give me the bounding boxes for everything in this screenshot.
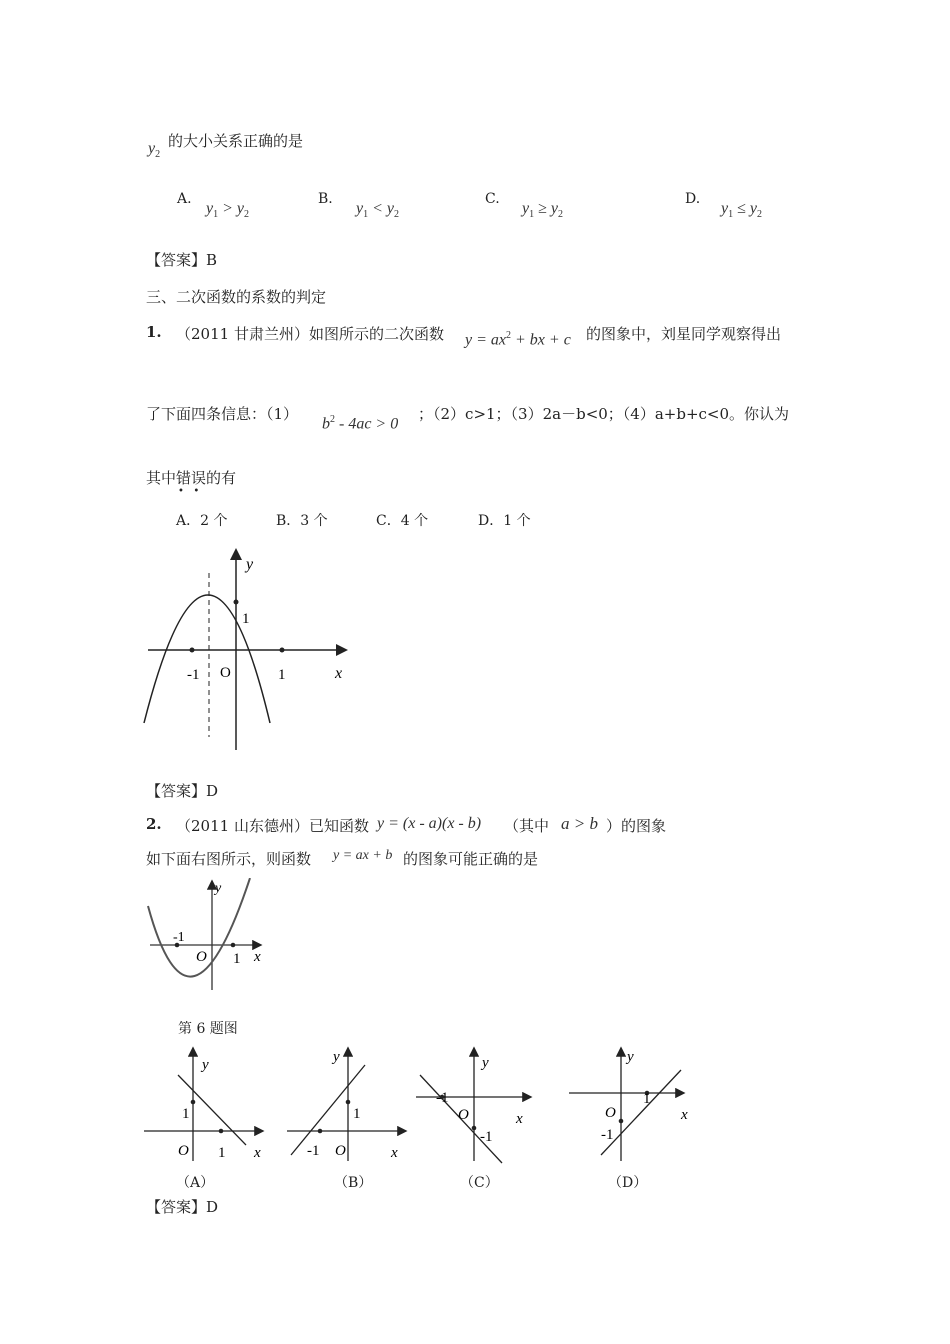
y-label: y <box>482 1055 489 1071</box>
q2-cond-expr: a > b <box>561 814 598 833</box>
q1-option-b: B．3 个 <box>276 513 328 529</box>
neg-one-x-label: -1 <box>436 1090 449 1106</box>
q1-option-d: D．1 个 <box>478 513 531 529</box>
choice-d-graph <box>565 1045 700 1165</box>
q-prev-option-d-label: D. <box>685 191 701 207</box>
q1-stem-c: ；（2）c>1；（3）2a－b<0；（4）a+b+c<0。你认为 <box>418 405 790 423</box>
q2-parabola-graph <box>140 878 270 993</box>
choice-c-label: （C） <box>460 1175 499 1191</box>
origin-label: O <box>605 1105 616 1121</box>
q-prev-option-c-expr: $y_1 \ge y_2$ <box>522 200 563 221</box>
point-neg-one <box>318 1129 323 1134</box>
q2-stem-a: ）的图象 <box>606 817 667 835</box>
x-label: x <box>516 1111 523 1127</box>
origin-label: O <box>196 949 207 965</box>
point-one-y <box>191 1100 196 1105</box>
neg-one-label: -1 <box>307 1143 320 1159</box>
point-y-intercept <box>234 600 239 605</box>
point-neg-one-y <box>472 1126 477 1131</box>
origin-label: O <box>458 1107 469 1123</box>
q2-answer: 【答案】D <box>146 1198 219 1216</box>
q2-number: 2. <box>146 815 162 833</box>
q2-linear-func: y = ax + b <box>333 848 393 863</box>
q2-stem-c: 的图象可能正确的是 <box>403 850 539 868</box>
q1-number: 1. <box>146 323 162 341</box>
x-label: x <box>391 1145 398 1161</box>
q1-function: $y = ax^2$ + bx + c <box>465 330 571 349</box>
q1-stem-a: 的图象中，刘星同学观察得出 <box>586 325 782 343</box>
one-label: 1 <box>233 951 241 967</box>
x-label: x <box>681 1107 688 1123</box>
y2-symbol: $y_2$ <box>148 140 161 161</box>
point-one-x <box>219 1129 224 1134</box>
emphasis-dots: • • <box>178 486 200 497</box>
point-one-y <box>346 1100 351 1105</box>
one-y-label: 1 <box>242 611 250 627</box>
q1-source: （2011 甘肃兰州）如图所示的二次函数 <box>176 325 444 343</box>
q-prev-option-b-label: B. <box>318 191 333 207</box>
q1-option-c: C．4 个 <box>376 513 429 529</box>
x-label: x <box>254 1145 261 1161</box>
origin-label: O <box>335 1143 346 1159</box>
q-prev-option-d-expr: $y_1 \le y_2$ <box>721 200 762 221</box>
q-prev-answer: 【答案】B <box>146 251 218 269</box>
neg-one-y-label: -1 <box>601 1127 614 1143</box>
origin-label: O <box>178 1143 189 1159</box>
parabola-curve <box>144 595 270 723</box>
q1-answer: 【答案】D <box>146 782 219 800</box>
q-prev-option-c-label: C. <box>485 191 500 207</box>
section-title: 三、二次函数的系数的判定 <box>146 288 327 306</box>
q2-cond: （其中 <box>504 817 550 835</box>
q-prev-option-a-label: A. <box>177 191 192 207</box>
y-label: y <box>215 881 222 896</box>
choice-a-graph <box>140 1045 275 1165</box>
q-prev-option-a-expr: $y_1 > y_2$ <box>206 200 250 221</box>
q2-function: y = (x - a)(x - b) <box>377 815 482 832</box>
q-prev-option-b-expr: $y_1 < y_2$ <box>356 200 400 221</box>
neg-one-label: -1 <box>173 930 185 945</box>
q1-option-a: A．2 个 <box>176 513 228 529</box>
one-x-label: 1 <box>218 1145 226 1161</box>
choice-b-label: （B） <box>334 1175 373 1191</box>
q1-stem-d: 其中错误的有 <box>146 469 237 487</box>
x-label: x <box>335 665 343 682</box>
y-label: y <box>246 556 254 573</box>
q2-stem-b: 如下面右图所示，则函数 <box>146 850 312 868</box>
one-y-label: 1 <box>182 1106 190 1122</box>
choice-d-label: （D） <box>608 1175 648 1191</box>
choice-a-label: （A） <box>176 1175 215 1191</box>
neg-one-y-label: -1 <box>480 1129 493 1145</box>
choice-c-graph <box>412 1045 547 1165</box>
q-prev-stem-tail: 的大小关系正确的是 <box>168 132 304 150</box>
y-label: y <box>627 1049 634 1065</box>
y-label: y <box>333 1049 340 1065</box>
one-x-label: 1 <box>643 1091 651 1107</box>
q1-stem-b: 了下面四条信息：（1） <box>146 405 299 423</box>
one-x-label: 1 <box>278 667 286 683</box>
q1-discriminant: $b^2 - 4ac > 0$ <box>322 414 399 433</box>
y-label: y <box>202 1057 209 1073</box>
point-one-x <box>280 648 285 653</box>
x-label: x <box>254 949 261 965</box>
q2-fig-caption: 第 6 题图 <box>178 1021 238 1037</box>
q2-source: （2011 山东德州）已知函数 <box>176 817 369 835</box>
point-one <box>231 943 236 948</box>
choice-b-graph <box>283 1045 418 1165</box>
q1-parabola-graph <box>140 545 360 755</box>
point-neg-one <box>190 648 195 653</box>
point-neg-one-y <box>619 1119 624 1124</box>
one-y-label: 1 <box>353 1106 361 1122</box>
neg-one-label: -1 <box>187 667 200 683</box>
origin-label: O <box>220 665 231 681</box>
